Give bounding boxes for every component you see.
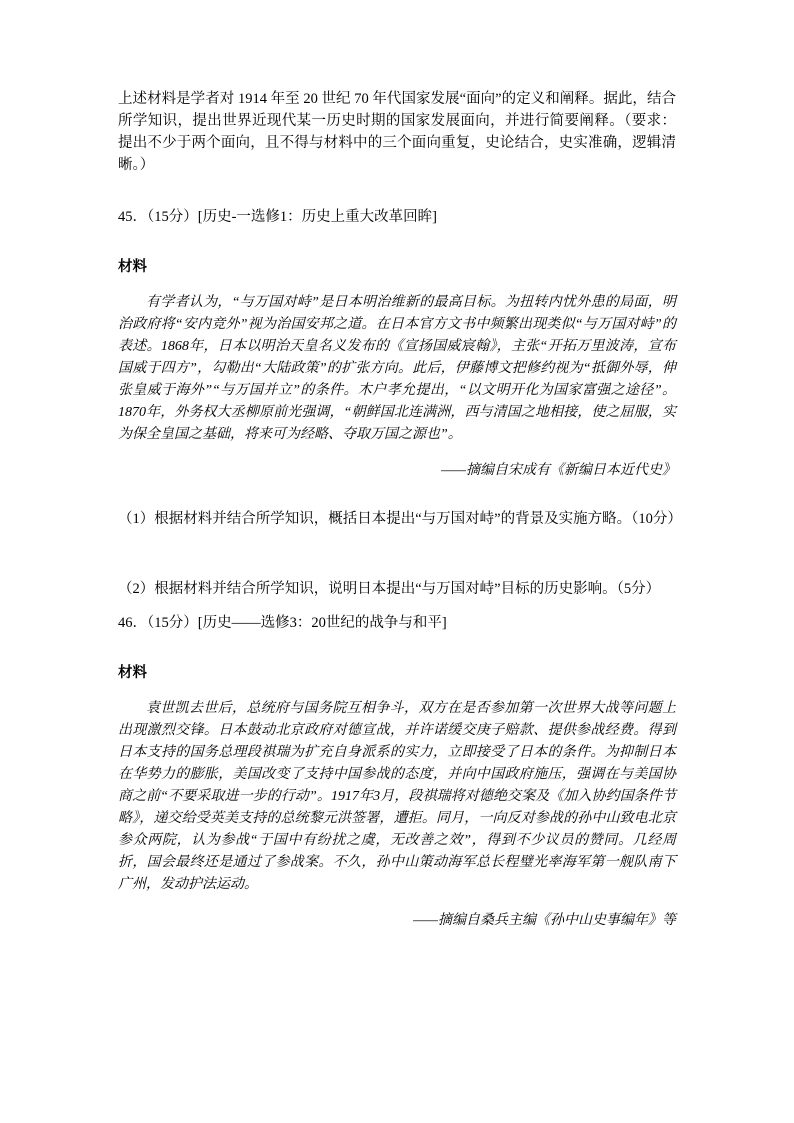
- question-45-subquestion-1: （1）根据材料并结合所学知识，概括日本提出“与万国对峙”的背景及实施方略。（10分）: [118, 511, 682, 527]
- question-45-material-label: 材料: [118, 259, 147, 275]
- question-45-heading: 45．（15分）[历史-一选修1：历史上重大改革回眸]: [118, 209, 437, 225]
- question-45-material-text: 有学者认为，“与万国对峙”是日本明治维新的最高目标。为扭转内忧外患的局面，明治政府将“安内竞外”视为治国安邦之道。在日本官方文书中频繁出现类似“与万国对峙”的表述。1868年，日本以明治天皇名义发布的《宣扬国威宸翰》，主张“开拓万里波涛，宣布国威于四方”，勾勒出“大陆政策”的扩张方向。此后，伊藤博文把修约视为“抵御外辱，伸张皇威于海外”“与万国并立”的条件。木户孝允提出，“以文明开化为国家富强之途径”。1870年，外务权大丞柳原前光强调，“朝鲜国北连满洲，西与清国之地相接，使之屈服，实为保全皇国之基础，将来可为经略、夺取万国之源也”。: [118, 295, 676, 442]
- question-45-subquestion-2: （2）根据材料并结合所学知识，说明日本提出“与万国对峙”目标的历史影响。（5分）: [118, 581, 661, 597]
- question-46-material-text: 袁世凯去世后，总统府与国务院互相争斗，双方在是否参加第一次世界大战等问题上出现激烈交锋。日本鼓动北京政府对德宣战，并许诺缓交庚子赔款、提供参战经费。得到日本支持的国务总理段祺瑞为扩充自身派系的实力，立即接受了日本的条件。为抑制日本在华势力的膨胀，美国改变了支持中国参战的态度，并向中国政府施压，强调在与美国协商之前“不要采取进一步的行动”。1917年3月，段祺瑞将对德绝交案及《加入协约国条件节略》，递交给受英美支持的总统黎元洪签署，遭拒。同月，一向反对参战的孙中山致电北京参众两院，认为参战“于国中有纷扰之虞，无改善之效”，得到不少议员的赞同。几经周折，国会最终还是通过了参战案。不久，孙中山策动海军总长程璧光率海军第一舰队南下广州，发动护法运动。: [118, 701, 676, 892]
- question-45-source-attribution: ——摘编自宋成有《新编日本近代史》: [441, 463, 676, 478]
- intro-paragraph: 上述材料是学者对 1914 年至 20 世纪 70 年代国家发展“面向”的定义和阐释。据此，结合所学知识，提出世界近现代某一历史时期的国家发展面向，并进行简要阐释。（要求：提出不少于两个面向，且不得与材料中的三个面向重复，史论结合，史实准确，逻辑清晰。）: [118, 91, 676, 173]
- question-46-heading: 46．（15分）[历史——选修3：20世纪的战争与和平]: [118, 615, 447, 631]
- question-46-source-attribution: ——摘编自桑兵主编《孙中山史事编年》等: [413, 913, 676, 928]
- question-46-material-label: 材料: [118, 665, 147, 681]
